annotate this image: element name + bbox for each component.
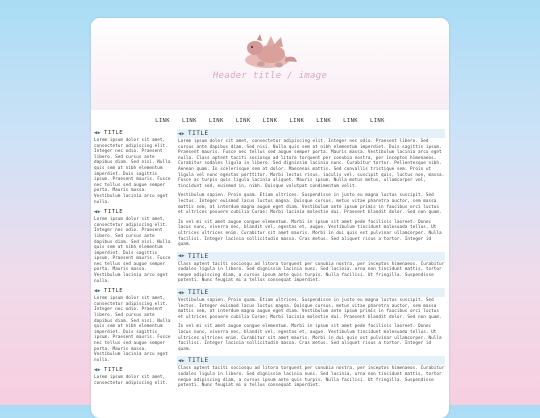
main-paragraph: In vel mi sit amet augue congue elementum. Morbi in ipsum sit amet pede facilisis laoreet. Donec lacus nunc, viverra nec, blandit vel, egestas et, augue. Vestibulum tincidunt malesuada tellus. Ut ultrices ultrices enim. Curabitur sit amet mauris. Morbi in dui quis est pulvinar ullamcorper. Nulla facilisi. Integer lacinia sollicitudin massa. Cras metus. Sed aliquet risus a tortor. Integer id quam.	[178, 324, 442, 352]
sidebar-text: Lorem ipsum dolor sit amet, consectetur adipiscing elit. Integer nec odio. Praesent libero. Sed cursus ante dapibus diam. Sed nisi. Nulla quis sem at nibh elementum imperdiet. Duis sagittis ipsum. Praesent mauris. Fusce nec tellus sed augue semper porta. Mauris massa. Vestibulum lacinia arcu eget nulla.	[94, 296, 171, 363]
nav-link[interactable]: LINK	[181, 118, 197, 124]
main-paragraph: Class aptent taciti sociosqu ad litora torquent per conubia nostra, per inceptos himenaeos. Curabitur sodales ligula in libero. Sed dignissim lacinia nunc. Sed lacinia, urna non tincidunt mattis, tortor neque adipiscing diam, a cursus ipsum ante quis turpis. Nulla facilisi. Ut fringilla. Suspendisse potenti. Nunc feugiat mi a tellus consequat imperdiet.	[178, 366, 445, 389]
nav-link[interactable]: LINK	[343, 118, 358, 124]
sidebar-text: Lorem ipsum dolor sit amet, consectetur adipiscing elit. Integer nec odio. Praesent libero. Sed cursus ante dapibus diam. Sed nisi. Nulla quis sem at nibh elementum imperdiet. Duis sagittis ipsum. Praesent mauris. Fusce nec tellus sed augue semper porta. Mauris massa. Vestibulum lacinia arcu eget nulla.	[94, 217, 171, 284]
main-section-title	[177, 356, 445, 365]
bullet-arrow-icon: ◀▶	[178, 130, 186, 137]
sidebar-section-title	[93, 208, 173, 216]
nav-link[interactable]: LINK	[370, 118, 385, 124]
nav-link[interactable]: LINK	[235, 118, 251, 124]
sidebar-section-title	[93, 129, 173, 137]
main-content	[177, 129, 445, 393]
bullet-arrow-icon: ◀▶	[178, 357, 186, 364]
main-paragraph: Vestibulum sapien. Proin quam. Etiam ultrices. Suspendisse in justo eu magna luctus suscipit. Sed lectus. Integer euismod lacus luctus magna. Quisque cursus, metus vitae pharetra auctor, sem massa mattis sem, at interdum magna augue eget diam. Vestibulum ante ipsum primis in faucibus orci luctus et ultrices posuere cubilia Curae; Morbi lacinia molestie dui. Praesent blandit dolor. Sed non quam.	[178, 193, 442, 216]
nav-link[interactable]: LINK	[289, 118, 305, 124]
bullet-arrow-icon: ◀▶	[178, 289, 186, 296]
main-title-text: TITLE	[188, 252, 209, 260]
main-paragraph: Lorem ipsum dolor sit amet, consectetur adipiscing elit. Integer nec odio. Praesent libero. Sed cursus ante dapibus diam. Sed nisi. Nulla quis sem at nibh elementum imperdiet. Duis sagittis ipsum. Praesent mauris. Fusce nec tellus sed augue semper porta. Mauris massa. Vestibulum lacinia arcu eget nulla. Class aptent taciti sociosqu ad litora torquent per conubia nostra, per inceptos himenaeos. Curabitur sodales ligula in libero. Sed dignissim lacinia nunc. Curabitur tortor. Pellentesque nibh. Aenean quam. In scelerisque sem at dolor. Maecenas mattis. Sed convallis tristique sem. Proin ut ligula vel nunc egestas porttitor. Morbi lectus risus, iaculis vel, suscipit quis, luctus non, massa. Fusce ac turpis quis ligula lacinia aliquet. Mauris ipsum. Nulla metus metus, ullamcorper vel, tincidunt sed, euismod in, nibh. Quisque volutpat condimentum velit.	[178, 139, 445, 189]
main-paragraph: In vel mi sit amet augue congue elementum. Morbi in ipsum sit amet pede facilisis laoreet. Donec lacus nunc, viverra nec, blandit vel, egestas et, augue. Vestibulum tincidunt malesuada tellus. Ut ultrices ultrices enim. Curabitur sit amet mauris. Morbi in dui quis est pulvinar ullamcorper. Nulla facilisi. Integer lacinia sollicitudin massa. Cras metus. Sed aliquet risus a tortor. Integer id quam.	[178, 219, 442, 248]
nav-link[interactable]: LINK	[155, 118, 170, 124]
bullet-arrow-icon: ◀▶	[178, 253, 186, 260]
bullet-arrow-icon: ◀▶	[94, 209, 102, 216]
nav-link[interactable]: LINK	[208, 118, 224, 124]
sidebar-title-text: TITLE	[104, 209, 124, 216]
main-paragraph: Class aptent taciti sociosqu ad litora torquent per conubia nostra, per inceptos himenaeos. Curabitur sodales ligula in libero. Sed dignissim lacinia nunc. Sed lacinia, urna non tincidunt mattis, tortor neque adipiscing diam, a cursus ipsum ante quis turpis. Nulla facilisi. Ut fringilla. Suspendisse potenti. Nunc feugiat mi a tellus consequat imperdiet.	[178, 261, 445, 284]
sidebar-text: Lorem ipsum dolor sit amet, consectetur adipiscing elit.	[94, 375, 168, 386]
sidebar	[93, 129, 173, 390]
sidebar-title-text: TITLE	[104, 130, 124, 136]
header-title: Header title / image	[212, 71, 328, 81]
header	[91, 18, 449, 110]
nav-link[interactable]: LINK	[262, 118, 278, 124]
main-section-title	[177, 129, 445, 138]
page-container	[91, 18, 449, 418]
sidebar-text: Lorem ipsum dolor sit amet, consectetur adipiscing elit. Integer nec odio. Praesent libero. Sed cursus ante dapibus diam. Sed nisi. Nulla quis sem at nibh elementum imperdiet. Duis sagittis ipsum. Praesent mauris. Fusce nec tellus sed augue semper porta. Mauris massa. Vestibulum lacinia arcu eget nulla.	[94, 138, 171, 205]
nav-bar	[91, 116, 449, 126]
main-title-text: TITLE	[188, 130, 209, 137]
main-title-text: TITLE	[188, 357, 209, 365]
sidebar-section-title	[93, 366, 173, 374]
main-section-title	[177, 252, 445, 261]
main-title-text: TITLE	[188, 289, 209, 297]
main-section-title	[177, 288, 445, 297]
bullet-arrow-icon: ◀▶	[94, 367, 102, 374]
sidebar-title-text: TITLE	[104, 367, 124, 374]
plush-dragon-image	[233, 28, 301, 72]
bullet-arrow-icon: ◀▶	[94, 288, 102, 295]
nav-link[interactable]: LINK	[316, 118, 332, 124]
bullet-arrow-icon: ◀▶	[94, 130, 102, 136]
sidebar-section-title	[93, 287, 173, 295]
sidebar-title-text: TITLE	[104, 288, 124, 295]
main-paragraph: Vestibulum sapien. Proin quam. Etiam ultrices. Suspendisse in justo eu magna luctus suscipit. Sed lectus. Integer euismod lacus luctus magna. Quisque cursus, metus vitae pharetra auctor, sem massa mattis sem, at interdum magna augue eget diam. Vestibulum ante ipsum primis in faucibus orci luctus et ultrices posuere cubilia Curae; Morbi lacinia molestie dui. Praesent blandit dolor. Sed non quam.	[178, 298, 442, 320]
